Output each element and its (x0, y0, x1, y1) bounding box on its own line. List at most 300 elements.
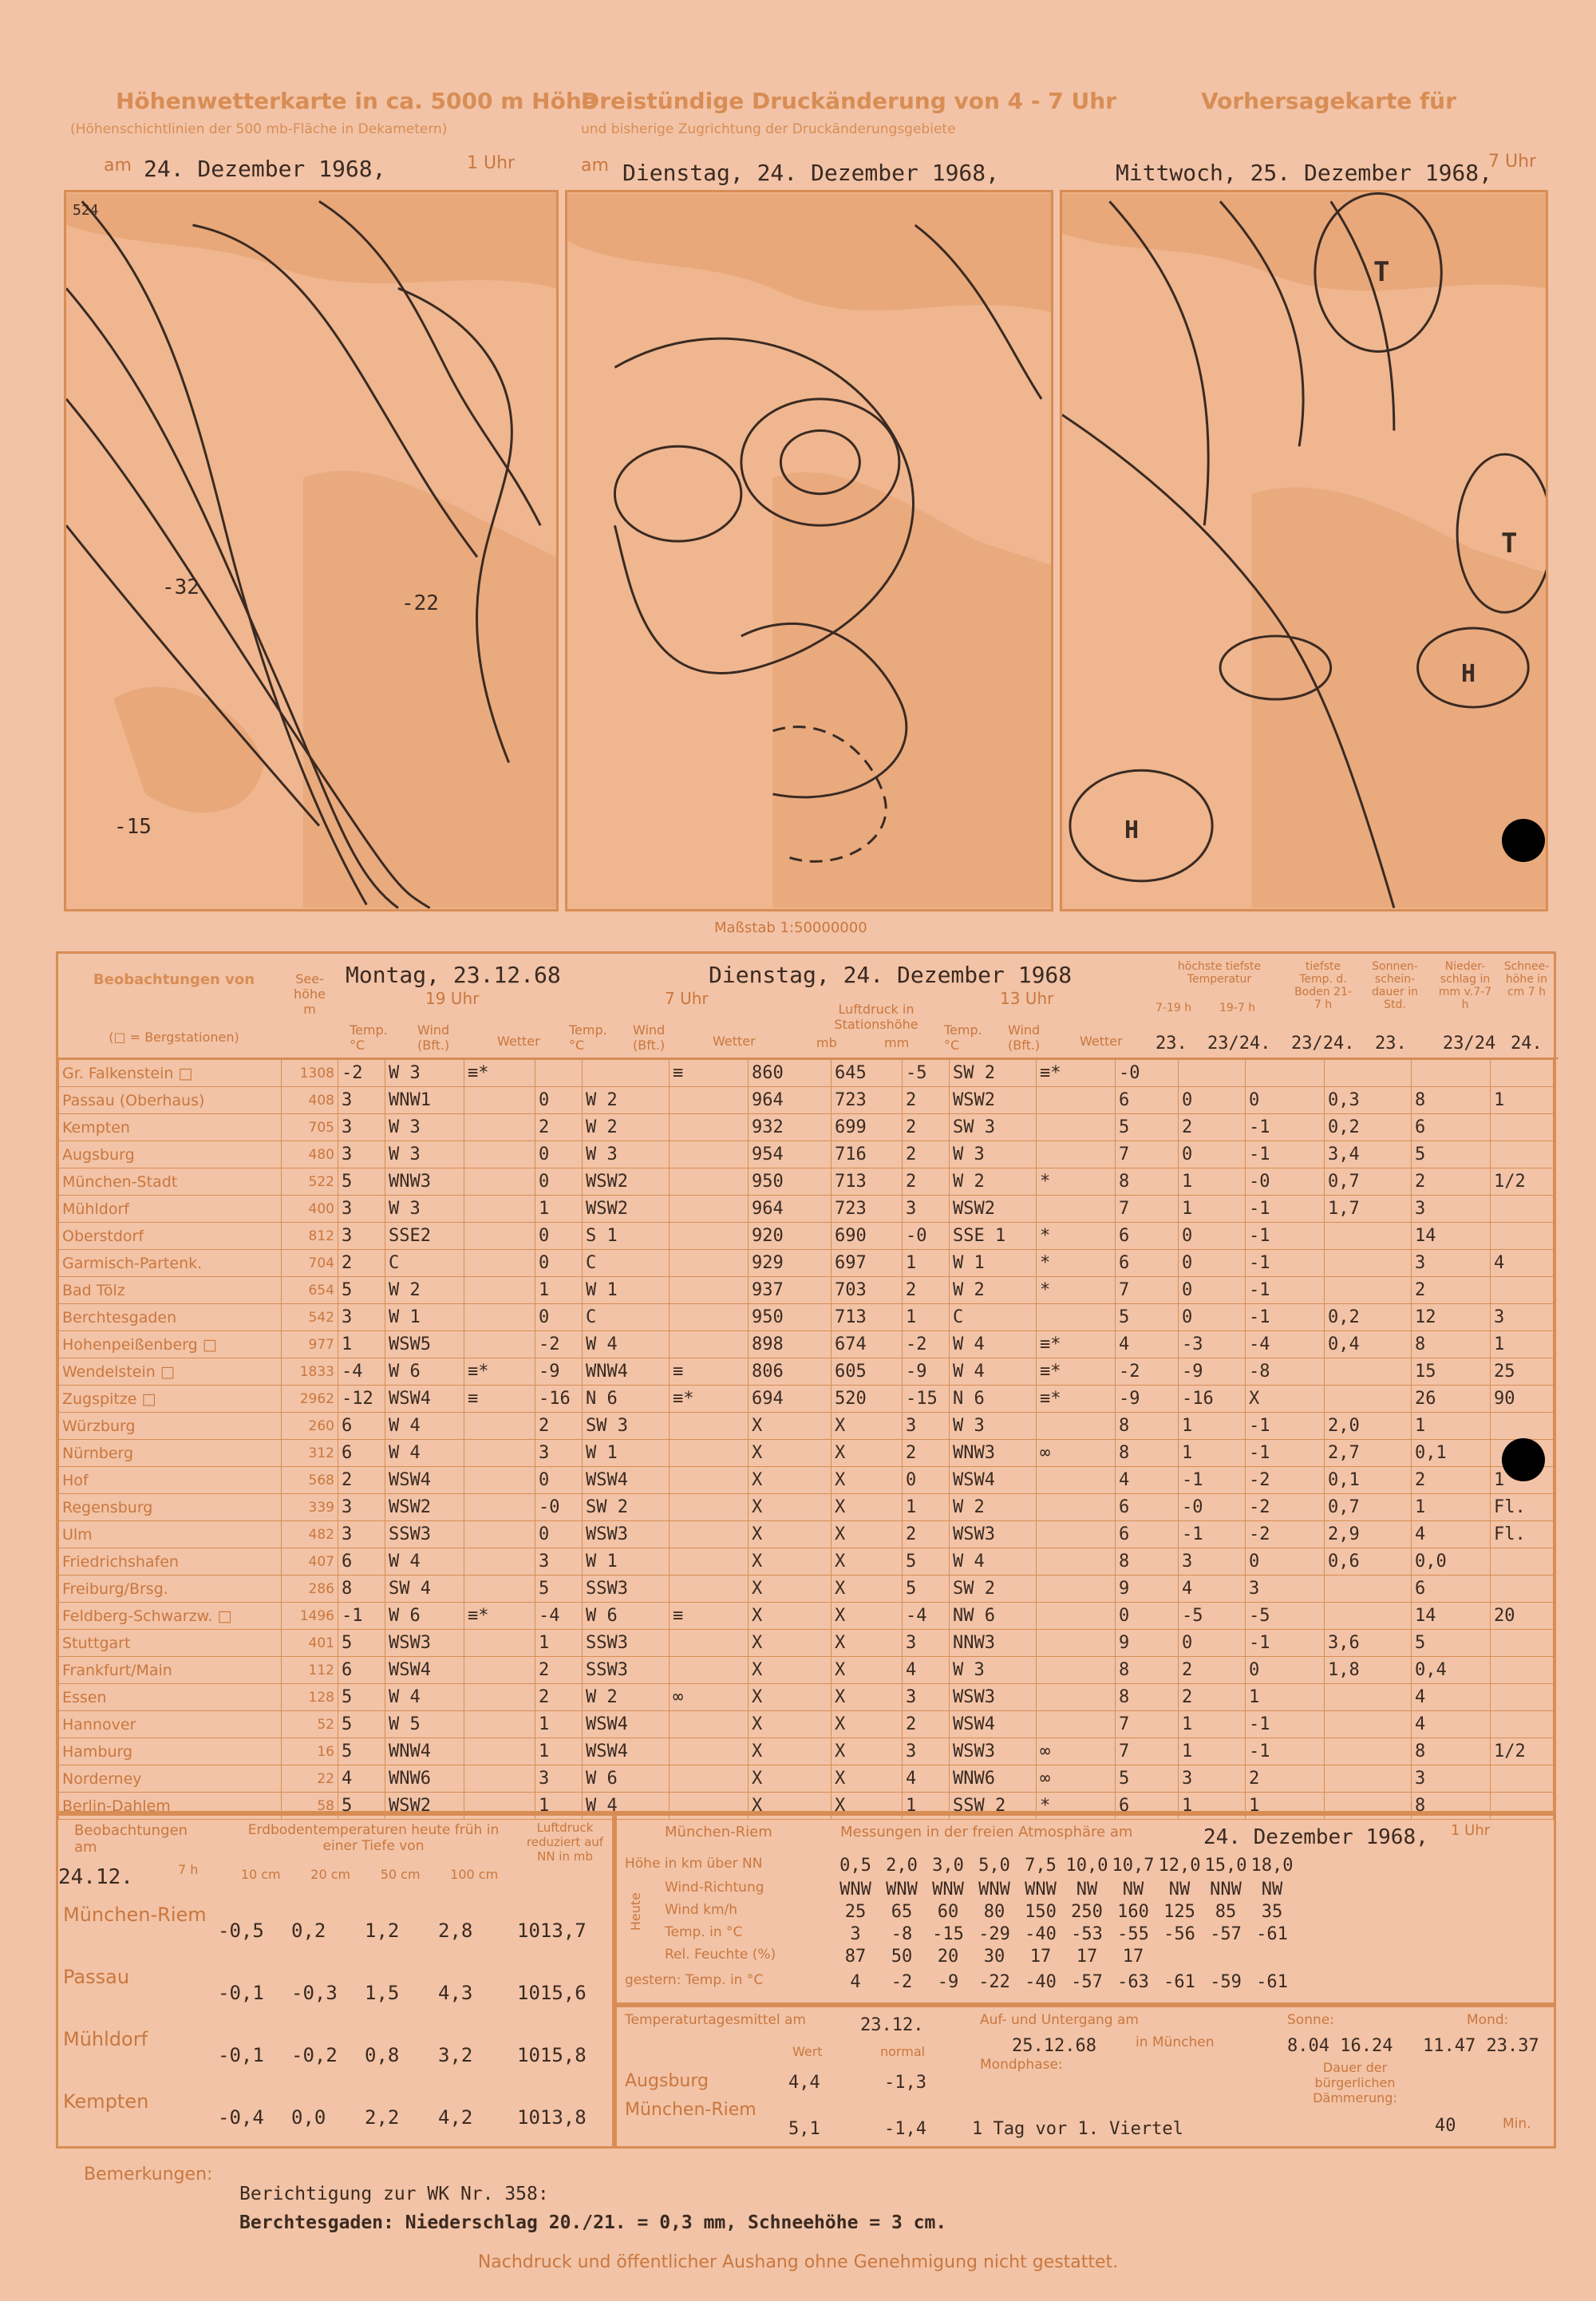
cell-x3: * (1037, 1223, 1116, 1250)
cell-h: 1833 (282, 1358, 338, 1386)
upper-height: 18,0 (1250, 1856, 1294, 1876)
cell-max: 8 (1116, 1684, 1179, 1711)
cell-sn (1491, 1196, 1554, 1223)
cell-w3: W 2 (950, 1277, 1037, 1304)
cell-p_mb: X (749, 1684, 832, 1711)
cell-h: 542 (282, 1304, 338, 1331)
table-row (59, 1277, 1554, 1304)
cell-p_mm: X (832, 1657, 903, 1684)
cell-sun (1325, 1711, 1412, 1738)
cell-gr: -1 (1246, 1711, 1325, 1738)
cell-x3 (1037, 1087, 1116, 1114)
upper-air-map-title: Höhenwetterkarte in ca. 5000 m Höhe (116, 88, 597, 114)
mid-date-prefix: am (581, 156, 609, 176)
cell-gr: -1 (1246, 1196, 1325, 1223)
cell-t1: 3 (338, 1114, 385, 1141)
cell-sun (1325, 1684, 1412, 1711)
table-row (59, 1141, 1554, 1168)
station-name: Norderney (59, 1765, 282, 1793)
upper-humidity: 17 (1076, 1947, 1098, 1967)
cell-x2 (670, 1141, 749, 1168)
upper-speed: 250 (1071, 1902, 1103, 1922)
cell-sun: 0,3 (1325, 1087, 1412, 1114)
upper-temp: -55 (1117, 1924, 1149, 1944)
maxmin-header: höchste tiefste Temperatur (1177, 960, 1262, 986)
cell-h: 2962 (282, 1386, 338, 1413)
cell-min: -16 (1179, 1386, 1246, 1413)
cell-w3: WNW6 (950, 1765, 1037, 1793)
upper-air-contours (66, 192, 556, 909)
cell-w2: WSW2 (583, 1196, 670, 1223)
cell-t3: 2 (903, 1711, 950, 1738)
cell-t3: 4 (903, 1765, 950, 1793)
cell-rr: 5 (1412, 1630, 1491, 1657)
ground-header: tiefste Temp. d. Boden 21-7 h (1294, 960, 1352, 1011)
cell-sn (1491, 1576, 1554, 1603)
station-name: Berlin-Dahlem (59, 1793, 282, 1820)
cell-w2: WSW3 (583, 1521, 670, 1548)
day2-13-weather-header: Wetter (1080, 1034, 1123, 1049)
upper-height: 2,0 (886, 1856, 918, 1876)
cell-p_mm: 605 (832, 1358, 903, 1386)
cell-min: -9 (1179, 1358, 1246, 1386)
cell-t2: 0 (535, 1521, 583, 1548)
upper-yesterday: -9 (937, 1972, 959, 1992)
cell-t1: 5 (338, 1738, 385, 1765)
cell-gr: 0 (1246, 1657, 1325, 1684)
station-name: Hannover (59, 1711, 282, 1738)
table-row (59, 1196, 1554, 1223)
cell-h: 286 (282, 1576, 338, 1603)
cell-p_mm: X (832, 1684, 903, 1711)
cell-t2: -2 (535, 1331, 583, 1358)
soil-station-name: Kempten (63, 2090, 149, 2113)
table-row (59, 1331, 1554, 1358)
cell-sun (1325, 1277, 1412, 1304)
cell-w3: WSW3 (950, 1738, 1037, 1765)
cell-rr (1412, 1060, 1491, 1087)
cell-w2: W 3 (583, 1141, 670, 1168)
col-station-header: Beobachtungen von (93, 971, 255, 988)
table-row (59, 1223, 1554, 1250)
cell-w1: WSW5 (385, 1331, 464, 1358)
means-muenchen-wert: 5,1 (788, 2119, 820, 2139)
cell-w1: W 1 (385, 1304, 464, 1331)
soil-value: -0,1 (218, 2044, 264, 2066)
date-min: 23/24. (1207, 1034, 1271, 1054)
cell-t3: 1 (903, 1304, 950, 1331)
table-row (59, 1168, 1554, 1196)
table-row (59, 1657, 1554, 1684)
soil-value: 0,2 (291, 1919, 326, 1942)
cell-p_mb: 898 (749, 1331, 832, 1358)
cell-h: 480 (282, 1141, 338, 1168)
cell-x3 (1037, 1304, 1116, 1331)
cell-rr: 2 (1412, 1168, 1491, 1196)
cell-x1 (464, 1141, 535, 1168)
table-row (59, 1060, 1554, 1087)
upper-direction: WNW (886, 1880, 918, 1900)
cell-gr: 1 (1246, 1684, 1325, 1711)
cell-x1 (464, 1738, 535, 1765)
cell-x3 (1037, 1413, 1116, 1440)
upper-yesterday: -57 (1071, 1972, 1103, 1992)
cell-x1 (464, 1548, 535, 1576)
station-name: Oberstdorf (59, 1223, 282, 1250)
cell-w3: SW 3 (950, 1114, 1037, 1141)
cell-w3: W 2 (950, 1168, 1037, 1196)
cell-w2: C (583, 1304, 670, 1331)
cell-max: -2 (1116, 1358, 1179, 1386)
cell-t2: 1 (535, 1711, 583, 1738)
cell-t2: 2 (535, 1657, 583, 1684)
cell-rr: 2 (1412, 1277, 1491, 1304)
cell-x3: * (1037, 1168, 1116, 1196)
cell-min: 1 (1179, 1196, 1246, 1223)
cell-t2: 0 (535, 1223, 583, 1250)
upper-speed: 85 (1215, 1902, 1237, 1922)
sun-times: 8.04 16.24 (1287, 2036, 1393, 2056)
cell-sn (1491, 1060, 1554, 1087)
cell-t2 (535, 1060, 583, 1087)
table-row (59, 1738, 1554, 1765)
upper-direction: NNW (1210, 1880, 1242, 1900)
cell-x3 (1037, 1494, 1116, 1521)
upper-speed: 65 (891, 1902, 913, 1922)
table-row (59, 1304, 1554, 1331)
cell-min: 0 (1179, 1087, 1246, 1114)
station-name: Feldberg-Schwarzw. □ (59, 1603, 282, 1630)
cell-x2: ≡ (670, 1358, 749, 1386)
upper-height: 7,5 (1025, 1856, 1057, 1876)
upper-yesterday: -61 (1256, 1972, 1288, 1992)
cell-w2: SW 3 (583, 1413, 670, 1440)
cell-w1: SSW3 (385, 1521, 464, 1548)
table-row (59, 1603, 1554, 1630)
station-name: Frankfurt/Main (59, 1657, 282, 1684)
cell-h: 16 (282, 1738, 338, 1765)
cell-sn: 1/2 (1491, 1738, 1554, 1765)
cell-x1 (464, 1440, 535, 1467)
left-date-prefix: am (104, 156, 132, 176)
precip-header: Nieder-schlag in mm v.7-7 h (1438, 960, 1492, 1011)
upper-yesterday: -61 (1163, 1972, 1195, 1992)
soil-value: 4,2 (438, 2106, 473, 2129)
cell-w3: SW 2 (950, 1576, 1037, 1603)
cell-gr (1246, 1060, 1325, 1087)
cell-p_mb: 964 (749, 1087, 832, 1114)
cell-sun: 0,1 (1325, 1467, 1412, 1494)
cell-t3: -4 (903, 1603, 950, 1630)
station-name: Gr. Falkenstein □ (59, 1060, 282, 1087)
cell-w2: W 4 (583, 1793, 670, 1820)
cell-x3: ≡* (1037, 1331, 1116, 1358)
cell-x2 (670, 1277, 749, 1304)
day1-time: 19 Uhr (425, 989, 480, 1008)
station-name: Würzburg (59, 1413, 282, 1440)
cell-w1: W 4 (385, 1440, 464, 1467)
cell-p_mm: X (832, 1521, 903, 1548)
cell-max: 9 (1116, 1630, 1179, 1657)
cell-w3: W 4 (950, 1358, 1037, 1386)
cell-h: 400 (282, 1196, 338, 1223)
cell-sun (1325, 1738, 1412, 1765)
cell-max: 6 (1116, 1494, 1179, 1521)
cell-rr: 8 (1412, 1331, 1491, 1358)
forecast-isobars (1062, 192, 1546, 909)
table-row (59, 1521, 1554, 1548)
station-name: Wendelstein □ (59, 1358, 282, 1386)
cell-max: 6 (1116, 1521, 1179, 1548)
upper-temp: -53 (1071, 1924, 1103, 1944)
soil-value: 4,3 (438, 1982, 473, 2004)
cell-sun (1325, 1250, 1412, 1277)
cell-w3: W 4 (950, 1331, 1037, 1358)
cell-t1: 6 (338, 1548, 385, 1576)
depth-100: 100 cm (450, 1867, 499, 1882)
day2-13-temp-header: Temp. °C (944, 1022, 982, 1053)
mid-map-date: Dienstag, 24. Dezember 1968, (622, 160, 1000, 186)
table-row (59, 1684, 1554, 1711)
cell-t2: 0 (535, 1141, 583, 1168)
upper-yesterday: -2 (891, 1972, 913, 1992)
cell-sn (1491, 1548, 1554, 1576)
cell-sun: 1,8 (1325, 1657, 1412, 1684)
cell-x2 (670, 1440, 749, 1467)
soil-depth-header: Erdbodentemperaturen heute früh in einer Tiefe von (247, 1822, 500, 1854)
soil-station-name: München-Riem (63, 1904, 207, 1926)
upper-yesterday: -63 (1117, 1972, 1149, 1992)
day2-temp-header: Temp. °C (569, 1022, 607, 1053)
cell-sn (1491, 1114, 1554, 1141)
cell-sn: 90 (1491, 1386, 1554, 1413)
cell-w2: W 6 (583, 1765, 670, 1793)
upper-direction: WNW (932, 1880, 964, 1900)
cell-x2 (670, 1548, 749, 1576)
cell-x3 (1037, 1576, 1116, 1603)
cell-rr: 4 (1412, 1521, 1491, 1548)
cell-rr: 8 (1412, 1793, 1491, 1820)
upper-temp: -61 (1256, 1924, 1288, 1944)
cell-h: 401 (282, 1630, 338, 1657)
remarks-label: Bemerkungen: (84, 2165, 213, 2184)
cell-w2: SSW3 (583, 1657, 670, 1684)
cell-p_mm: X (832, 1738, 903, 1765)
cell-x2 (670, 1223, 749, 1250)
cell-min (1179, 1060, 1246, 1087)
cell-x1 (464, 1711, 535, 1738)
cell-w3: WSW3 (950, 1684, 1037, 1711)
cell-x1 (464, 1494, 535, 1521)
cell-gr: -4 (1246, 1331, 1325, 1358)
cell-t3: -9 (903, 1358, 950, 1386)
cell-rr: 26 (1412, 1386, 1491, 1413)
cell-sn (1491, 1657, 1554, 1684)
cell-h: 812 (282, 1223, 338, 1250)
cell-rr: 3 (1412, 1765, 1491, 1793)
table-row (59, 1087, 1554, 1114)
cell-gr: -1 (1246, 1738, 1325, 1765)
cell-max: 7 (1116, 1711, 1179, 1738)
cell-w1: WSW4 (385, 1657, 464, 1684)
soil-value: -0,5 (218, 1919, 264, 1942)
cell-p_mm: 520 (832, 1386, 903, 1413)
cell-sun (1325, 1765, 1412, 1793)
pressure-change-isallobars (567, 192, 1051, 909)
day2-time7: 7 Uhr (665, 989, 709, 1008)
observations-table-frame (56, 951, 1556, 1816)
upper-temp: -29 (978, 1924, 1010, 1944)
cell-t3: 1 (903, 1250, 950, 1277)
forecast-map: T T H H (1060, 190, 1548, 911)
cell-w2: W 2 (583, 1087, 670, 1114)
max-time: 7-19 h (1156, 1002, 1192, 1014)
cell-t1: 2 (338, 1250, 385, 1277)
cell-rr: 5 (1412, 1141, 1491, 1168)
cell-sun: 2,0 (1325, 1413, 1412, 1440)
day2-weather-header: Wetter (713, 1034, 756, 1049)
cell-max: 5 (1116, 1304, 1179, 1331)
day1-weather-header: Wetter (497, 1034, 540, 1049)
means-wert: Wert (792, 2044, 823, 2059)
cell-t1: 6 (338, 1657, 385, 1684)
date-max: 23. (1156, 1034, 1187, 1054)
cell-p_mm: 723 (832, 1196, 903, 1223)
cell-t3: 2 (903, 1087, 950, 1114)
cell-rr: 2 (1412, 1467, 1491, 1494)
depth-50: 50 cm (380, 1867, 421, 1882)
remarks-line-1: Berichtigung zur WK Nr. 358: (239, 2184, 549, 2204)
upper-yesterday: -59 (1210, 1972, 1242, 1992)
cell-gr: 3 (1246, 1576, 1325, 1603)
cell-h: 52 (282, 1711, 338, 1738)
cell-max: 8 (1116, 1413, 1179, 1440)
cell-rr: 3 (1412, 1196, 1491, 1223)
cell-max: 7 (1116, 1141, 1179, 1168)
day1-wind-header: Wind (Bft.) (417, 1022, 450, 1053)
dawn-value: 40 (1435, 2116, 1456, 2136)
cell-min: -5 (1179, 1603, 1246, 1630)
forecast-map-time: 7 Uhr (1488, 152, 1537, 172)
cell-sun (1325, 1358, 1412, 1386)
forecast-map-date: Mittwoch, 25. Dezember 1968, (1116, 160, 1493, 186)
sunshine-header: Sonnen-schein-dauer in Std. (1372, 960, 1418, 1011)
cell-w1: W 3 (385, 1114, 464, 1141)
cell-p_mb: X (749, 1765, 832, 1793)
cell-w3: WSW2 (950, 1196, 1037, 1223)
cell-w2: WSW4 (583, 1467, 670, 1494)
cell-x2 (670, 1521, 749, 1548)
cell-rr: 6 (1412, 1576, 1491, 1603)
cell-x3 (1037, 1467, 1116, 1494)
upper-air-date: 24. Dezember 1968, (1203, 1825, 1428, 1849)
cell-t3: 3 (903, 1196, 950, 1223)
cell-sun: 1,7 (1325, 1196, 1412, 1223)
upper-direction: NW (1076, 1880, 1098, 1900)
table-row (59, 1548, 1554, 1576)
pressure-change-map-subtitle: und bisherige Zugrichtung der Druckänderungsgebiete (581, 121, 956, 137)
cell-w2: N 6 (583, 1386, 670, 1413)
station-name: Hof (59, 1467, 282, 1494)
cell-t3: 5 (903, 1548, 950, 1576)
upper-speed: 80 (983, 1902, 1005, 1922)
upper-temp: 3 (850, 1924, 861, 1944)
cell-w2 (583, 1060, 670, 1087)
cell-w3: W 4 (950, 1548, 1037, 1576)
cell-x2 (670, 1765, 749, 1793)
min-time: 19-7 h (1219, 1002, 1256, 1014)
cell-sn: 3 (1491, 1304, 1554, 1331)
cell-min: 1 (1179, 1711, 1246, 1738)
cell-t3: -15 (903, 1386, 950, 1413)
cell-x2: ∞ (670, 1684, 749, 1711)
cell-t1: 5 (338, 1684, 385, 1711)
cell-x2: ≡ (670, 1060, 749, 1087)
cell-t3: 2 (903, 1440, 950, 1467)
observations-header (58, 954, 1558, 1059)
dawn-label: Dauer der bürgerlichen Dämmerung: (1313, 2060, 1397, 2105)
cell-x3 (1037, 1603, 1116, 1630)
cell-min: 0 (1179, 1630, 1246, 1657)
cell-w1: W 4 (385, 1684, 464, 1711)
cell-x2 (670, 1413, 749, 1440)
cell-rr: 14 (1412, 1603, 1491, 1630)
cell-gr: -1 (1246, 1114, 1325, 1141)
cell-w3: N 6 (950, 1386, 1037, 1413)
cell-rr: 8 (1412, 1738, 1491, 1765)
upper-direction: NW (1122, 1880, 1144, 1900)
cell-w3: C (950, 1304, 1037, 1331)
cell-t1: -4 (338, 1358, 385, 1386)
cell-p_mm: 699 (832, 1114, 903, 1141)
cell-t1: 6 (338, 1413, 385, 1440)
cell-min: 2 (1179, 1114, 1246, 1141)
cell-p_mb: 694 (749, 1386, 832, 1413)
cell-sn (1491, 1223, 1554, 1250)
means-augsburg-normal: -1,3 (884, 2073, 926, 2093)
means-muenchen-normal: -1,4 (884, 2119, 926, 2139)
cell-sun (1325, 1060, 1412, 1087)
cell-p_mb: 806 (749, 1358, 832, 1386)
cell-x2 (670, 1711, 749, 1738)
cell-p_mb: X (749, 1738, 832, 1765)
label-humidity: Rel. Feuchte (%) (665, 1947, 776, 1963)
upper-air-station: München-Riem (665, 1824, 772, 1840)
cell-w1: W 3 (385, 1060, 464, 1087)
cell-t1: -1 (338, 1603, 385, 1630)
cell-sun (1325, 1603, 1412, 1630)
upper-humidity: 20 (937, 1947, 959, 1967)
cell-sn: 1 (1491, 1087, 1554, 1114)
upper-speed: 150 (1025, 1902, 1057, 1922)
cell-rr: 4 (1412, 1684, 1491, 1711)
cell-min: 1 (1179, 1738, 1246, 1765)
cell-x3 (1037, 1114, 1116, 1141)
cell-p_mb: X (749, 1494, 832, 1521)
cell-sun: 3,6 (1325, 1630, 1412, 1657)
cell-p_mb: X (749, 1521, 832, 1548)
cell-t2: 1 (535, 1793, 583, 1820)
cell-t1: 1 (338, 1331, 385, 1358)
cell-x3 (1037, 1657, 1116, 1684)
cell-h: 260 (282, 1413, 338, 1440)
cell-t3: 3 (903, 1630, 950, 1657)
cell-p_mb: X (749, 1576, 832, 1603)
cell-w3: WSW4 (950, 1467, 1037, 1494)
cell-x2 (670, 1331, 749, 1358)
cell-sn: 1 (1491, 1331, 1554, 1358)
upper-speed: 35 (1261, 1902, 1283, 1922)
